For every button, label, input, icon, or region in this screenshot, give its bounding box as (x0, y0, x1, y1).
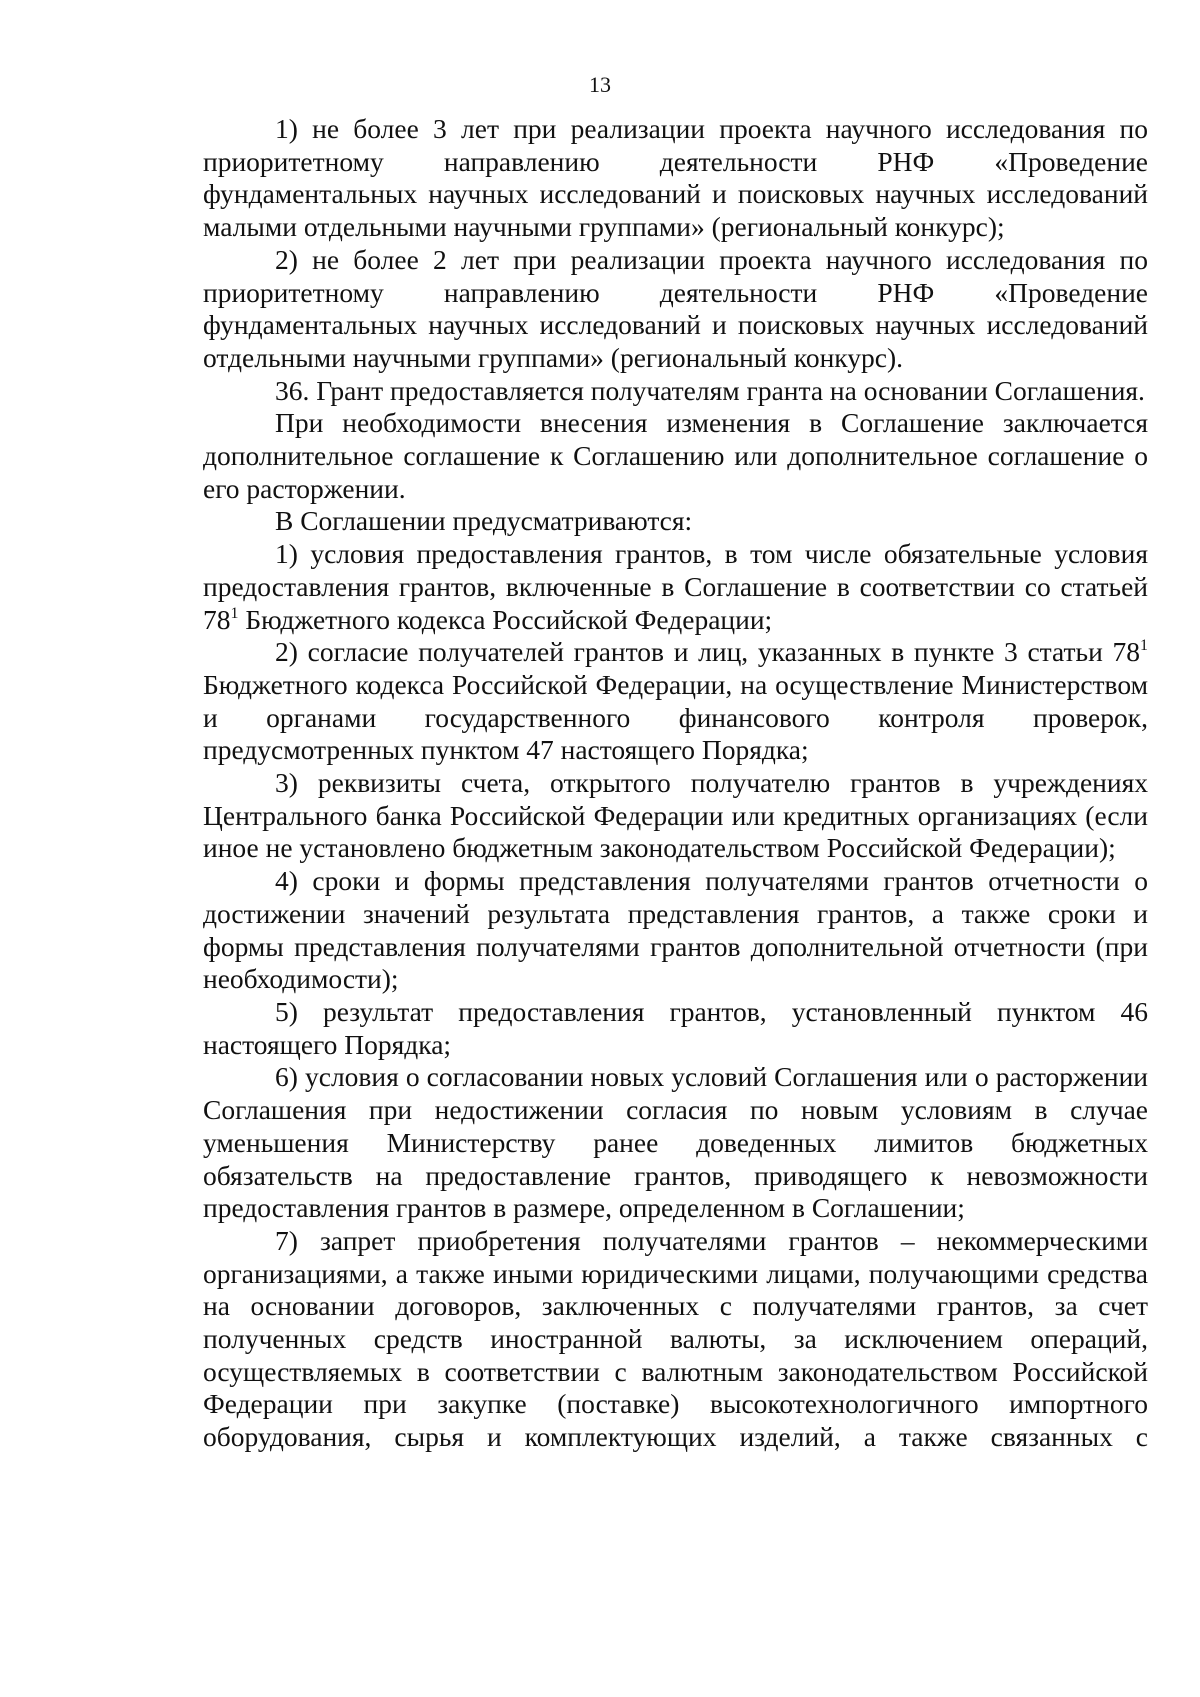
paragraph-item-1: 1) не более 3 лет при реализации проекта научного исследования по приоритетному направлению деятельности РНФ «Проведение фундаментальных научных исследований и поисковых научных исследований малыми отдельными научными группами» (региональный конкурс); (203, 113, 1148, 243)
paragraph-text: 1) условия предоставления грантов, в том числе обязательные условия предоставления грантов, включенные в Соглашение в соответствии со статьей 78 (203, 538, 1148, 635)
paragraph-item-2: 2) не более 2 лет при реализации проекта научного исследования по приоритетному направлению деятельности РНФ «Проведение фундаментальных научных исследований и поисковых научных исследований отдельными научными группами» (региональный конкурс). (203, 243, 1148, 373)
paragraph-text: 2) согласие получателей грантов и лиц, указанных в пункте 3 статьи 78 (275, 636, 1140, 668)
paragraph-36: 36. Грант предоставляется получателям гранта на основании Соглашения. (275, 374, 1145, 406)
paragraph-agreement-provides: В Соглашении предусматриваются: (275, 505, 693, 537)
paragraph-condition-4: 4) сроки и формы представления получателями грантов отчетности о достижении значений результата представления грантов, а также сроки и формы представления получателями грантов дополнительной отчетности (при необходимости); (203, 865, 1148, 995)
document-body (203, 113, 1148, 1454)
paragraph-condition-3: 3) реквизиты счета, открытого получателю грантов в учреждениях Центрального банка Российской Федерации или кредитных организациях (если иное не установлено бюджетным законодательством Российской Федерации); (203, 767, 1148, 864)
paragraph-condition-2 (203, 636, 1148, 767)
superscript: 1 (1140, 637, 1148, 655)
paragraph-text: Бюджетного кодекса Российской Федерации, на осуществление Министерством и органами государственного финансового контроля проверок, предусмотренных пунктом 47 настоящего Порядка; (203, 668, 1148, 766)
page-number: 13 (589, 72, 611, 97)
paragraph-condition-5: 5) результат предоставления грантов, установленный пунктом 46 настоящего Порядка; (203, 995, 1148, 1060)
paragraph-text: Бюджетного кодекса Российской Федерации; (238, 603, 773, 635)
paragraph-condition-6: 6) условия о согласовании новых условий Соглашения или о расторжении Соглашения при недостижении согласия по новым условиям в случае уменьшения Министерству ранее доведенных лимитов бюджетных обязательств на предоставление грантов, приводящего к невозможности предоставления грантов в размере, определенном в Соглашении; (203, 1061, 1148, 1224)
paragraph-condition-1 (203, 538, 1148, 636)
paragraph-condition-7: 7) запрет приобретения получателями грантов – некоммерческими организациями, а также иными юридическими лицами, получающими средства на основании договоров, заключенных с получателями грантов, за счет полученных средств иностранной валюты, за исключением операций, осуществляемых в соответствии с валютным законодательством Российской Федерации при закупке (поставке) высокотехнологичного импортного оборудования, сырья и комплектующих изделий, а также связанных с (203, 1224, 1148, 1453)
paragraph-amendment: При необходимости внесения изменения в Соглашение заключается дополнительное соглашение к Соглашению или дополнительное соглашение о его расторжении. (203, 407, 1148, 504)
superscript: 1 (230, 604, 239, 622)
